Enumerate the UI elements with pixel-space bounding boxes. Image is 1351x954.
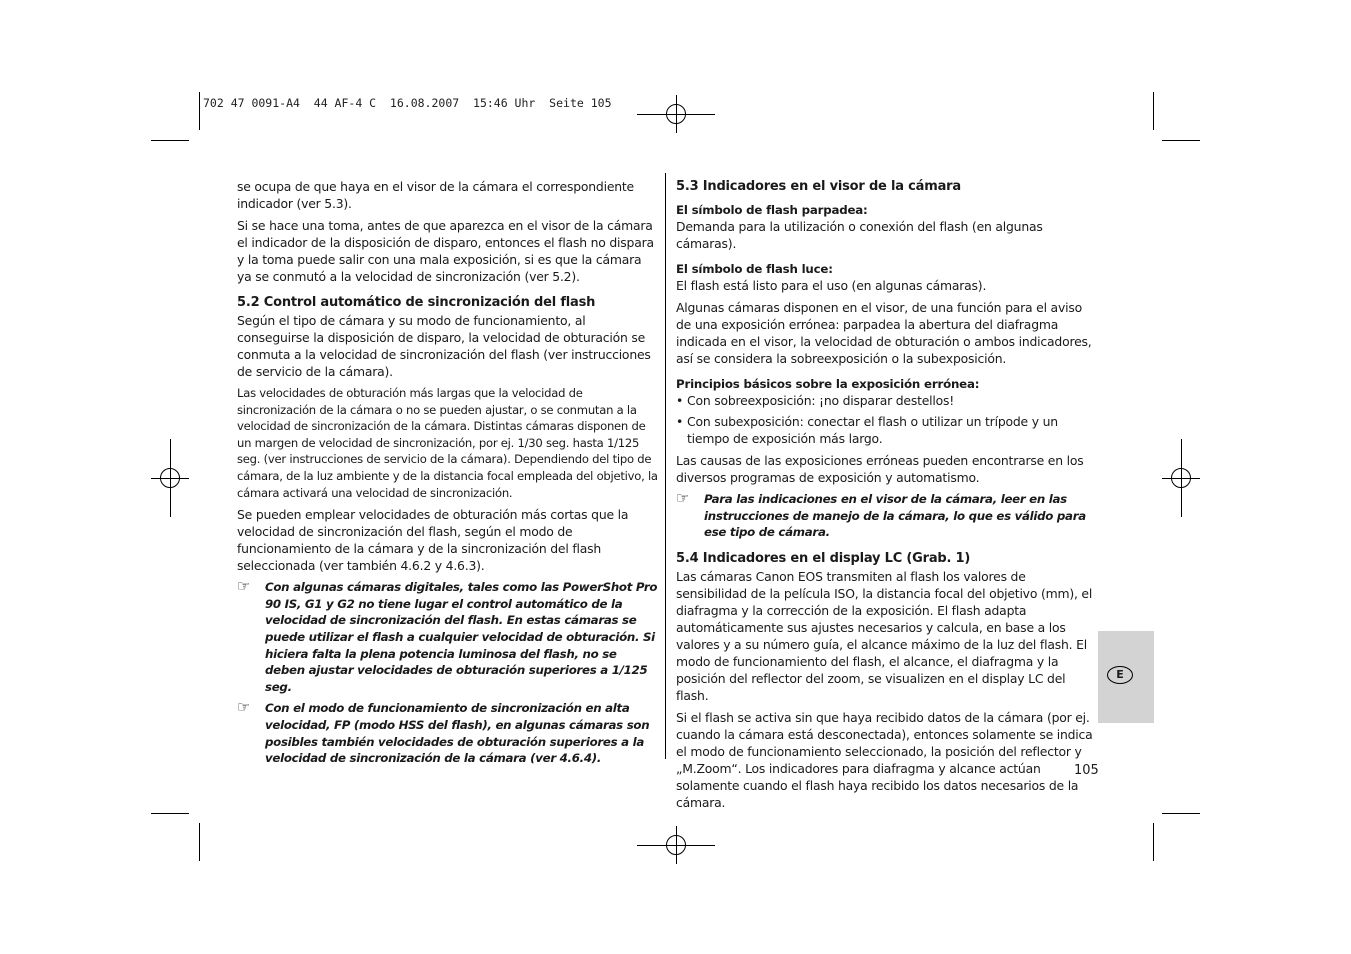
- crop-mark-top-left-v: [199, 92, 200, 130]
- paragraph-small: Las velocidades de obturación más largas que la velocidad de sincronización de la cámara o no se pueden ajustar, o se conmutan a la velocidad de sincronización de la cámara. Distintas cámaras disponen de un margen de velocidad de sincronización, por ej. 1/30 seg. hasta 1/125 seg. (ver instrucciones de servicio de la cámara). Dependiendo del tipo de cámara, de la luz ambiente y de la distancia focal empleada del objetivo, la cámara activará una velocidad de sincronización.: [237, 386, 658, 500]
- paragraph: Algunas cámaras disponen en el visor, de una función para el aviso de una exposición errónea: parpadea la abertura del diafragma indicada en el visor, la velocidad de obturación o ambos indicadores, así se considera la sobreexposición o la subexposición.: [676, 300, 1092, 366]
- section-heading-5-3: 5.3 Indicadores en el visor de la cámara: [676, 179, 961, 194]
- column-divider: [665, 173, 666, 759]
- note: [237, 579, 658, 695]
- paragraph: Las causas de las exposiciones erróneas pueden encontrarse en los diversos programas de exposición y automatismo.: [676, 453, 1084, 485]
- registration-mark-bottom: [637, 826, 715, 864]
- note-text: Con el modo de funcionamiento de sincronización en alta velocidad, FP (modo HSS del flash), en algunas cámaras son posibles también velocidades de obturación superiores a la velocidad de sincronización de la cámara (ver 4.6.4).: [265, 701, 650, 766]
- paragraph: Si el flash se activa sin que haya recibido datos de la cámara (por ej. cuando la cámara está desconectada), entonces solamente se indica el modo de funcionamiento seleccionado, la posición del reflector y „M.Zoom“. Los indicadores para diafragma y alcance actúan solamente cuando el flash haya recibido los datos necesarios de la cámara.: [676, 709, 1093, 810]
- left-column: [237, 178, 658, 767]
- page-number: 105: [1074, 763, 1099, 778]
- subheading: El símbolo de flash parpadea:: [676, 203, 868, 217]
- subheading: El símbolo de flash luce:: [676, 262, 833, 276]
- section-heading-5-4: 5.4 Indicadores en el display LC (Grab. 1): [676, 550, 971, 566]
- paragraph: Si se hace una toma, antes de que aparezca en el visor de la cámara el indicador de la disposición de disparo, entonces el flash no dispara y la toma puede salir con una mala exposición, si es que la cámara ya se conmutó a la velocidad de sincronización (ver 5.2).: [237, 218, 654, 284]
- bullet-item: [676, 413, 1094, 447]
- note: [676, 491, 1094, 541]
- note-text: Para las indicaciones en el visor de la cámara, leer en las instrucciones de manejo de la cámara, lo que es válido para ese tipo de cámara.: [704, 492, 1086, 540]
- right-column: [676, 178, 1094, 811]
- hand-pointer-icon: ☞: [237, 698, 251, 717]
- section-heading-5-2: 5.2 Control automático de sincronización del flash: [237, 295, 596, 310]
- crop-mark-bottom-right-h: [1162, 813, 1200, 814]
- paragraph: Se pueden emplear velocidades de obturación más cortas que la velocidad de sincronización del flash, según el modo de funcionamiento de la cámara y de la sincronización del flash seleccionada (ver también 4.6.2 y 4.6.3).: [237, 507, 629, 574]
- bullet-dot: •: [676, 414, 684, 429]
- registration-mark-top: [637, 95, 715, 133]
- crop-mark-top-right-h: [1162, 140, 1200, 141]
- registration-mark-right: [1162, 439, 1200, 517]
- bullet-item: [676, 392, 1094, 409]
- crop-mark-top-right-v: [1153, 92, 1154, 130]
- hand-pointer-icon: ☞: [676, 489, 690, 507]
- paragraph: se ocupa de que haya en el visor de la cámara el correspondiente indicador (ver 5.3).: [237, 179, 634, 211]
- print-header: 702 47 0091-A4 44 AF-4 C 16.08.2007 15:46 Uhr Seite 105: [203, 96, 612, 110]
- language-tab: [1098, 631, 1154, 723]
- paragraph: Las cámaras Canon EOS transmiten al flash los valores de sensibilidad de la película ISO, la distancia focal del objetivo (mm), el diafragma y la corrección de la exposición. El flash adapta automáticamente sus ajustes necesarios y calcula, en base a los valores y a su número guía, el alcance máximo de la luz del flash. El modo de funcionamiento del flash, el alcance, el diafragma y la posición del reflector del zoom, se visualizen en el display LC del flash.: [676, 568, 1093, 703]
- bullet-text: Con subexposición: conectar el flash o utilizar un trípode y un tiempo de exposición más largo.: [687, 414, 1058, 446]
- bullet-text: Con sobreexposición: ¡no disparar destellos!: [687, 393, 955, 408]
- note: [237, 700, 658, 766]
- paragraph: Demanda para la utilización o conexión del flash (en algunas cámaras).: [676, 219, 1043, 251]
- crop-mark-bottom-right-v: [1153, 823, 1154, 861]
- language-badge: E: [1107, 666, 1133, 684]
- bullet-dot: •: [676, 393, 684, 408]
- paragraph: El flash está listo para el uso (en algunas cámaras).: [676, 278, 987, 293]
- registration-mark-left: [151, 439, 189, 517]
- crop-mark-bottom-left-h: [151, 813, 189, 814]
- hand-pointer-icon: ☞: [237, 577, 251, 596]
- crop-mark-bottom-left-v: [199, 823, 200, 861]
- crop-mark-top-left-h: [151, 140, 189, 141]
- subheading: Principios básicos sobre la exposición errónea:: [676, 377, 980, 391]
- paragraph: Según el tipo de cámara y su modo de funcionamiento, al conseguirse la disposición de disparo, la velocidad de obturación se conmuta a la velocidad de sincronización del flash (ver instrucciones de servicio de la cámara).: [237, 313, 651, 379]
- note-text: Con algunas cámaras digitales, tales como las PowerShot Pro 90 IS, G1 y G2 no tiene lugar el control automático de la velocidad de sincronización del flash. En estas cámaras se puede utilizar el flash a cualquier velocidad de obturación. Si hiciera falta la plena potencia luminosa del flash, no se deben ajustar velocidades de obturación superiores a 1/125 seg.: [265, 580, 658, 694]
